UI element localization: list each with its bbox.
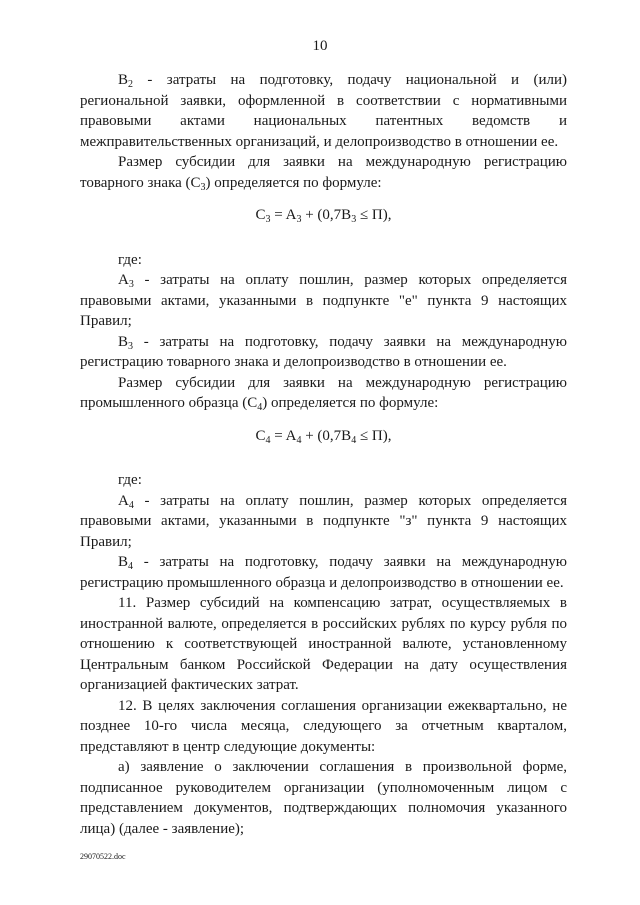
b2-definition: $B_2$ - затраты на подготовку, подачу национальной и (или) региональной заявки, оформленной в соответствии с нормативными правовыми актами национальных патентных ведомств и межправительственных организаций, и делопроизводство в отношении ее. (80, 72, 567, 150)
a3-definition: $A_3$ - затраты на оплату пошлин, размер которых определяется правовыми актами, указанными в подпункте "е" пункта 9 настоящих Правил; (80, 272, 567, 329)
where-label-2: где: (118, 472, 142, 488)
trademark-subsidy-intro: Размер субсидии для заявки на международную регистрацию товарного знака $(C_3)$ определяется по формуле: (80, 154, 567, 193)
b3-definition: $B_3$ - затраты на подготовку, подачу заявки на международную регистрацию товарного знака и делопроизводство в отношении ее. (80, 333, 567, 370)
paragraph-12a: а) заявление о заключении соглашения в произвольной форме, подписанное руководителем организации (уполномоченным лицом с представлением документов, подтверждающих полномочия указанного лица) (далее - заявление); (80, 759, 567, 837)
paragraph-12: 12. В целях заключения соглашения организации ежеквартально, не позднее 10-го числа месяца, следующего за отчетным кварталом, представляют в центр следующие документы: (80, 697, 567, 755)
page-number: 10 (312, 38, 328, 54)
formula-c3: $C_3 = A_3 + (0,7B_3 \le П)$, (255, 207, 392, 225)
b4-definition: $B_4$ - затраты на подготовку, подачу заявки на международную регистрацию промышленного образца и делопроизводство в отношении ее. (80, 554, 567, 591)
document-body (80, 70, 567, 839)
design-subsidy-intro: Размер субсидии для заявки на международную регистрацию промышленного образца $(C_4)$ определяется по формуле: (80, 374, 567, 413)
formula-c4: $C_4 = A_4 + (0,7B_4 \le П)$, (255, 427, 392, 446)
where-label-1: где: (118, 251, 142, 268)
paragraph-11: 11. Размер субсидий на компенсацию затрат, осуществляемых в иностранной валюте, определяется в российских рублях по курсу рубля по отношению к соответствующей иностранной валюте, установленному Центральным банком Российской Федерации на дату осуществления организацией фактических затрат. (80, 595, 567, 693)
a4-definition: $A_4$ - затраты на оплату пошлин, размер которых определяется правовыми актами, указанными в подпункте "з" пункта 9 настоящих Правил; (80, 492, 567, 550)
file-name-footer: 29070522.doc (80, 852, 126, 861)
